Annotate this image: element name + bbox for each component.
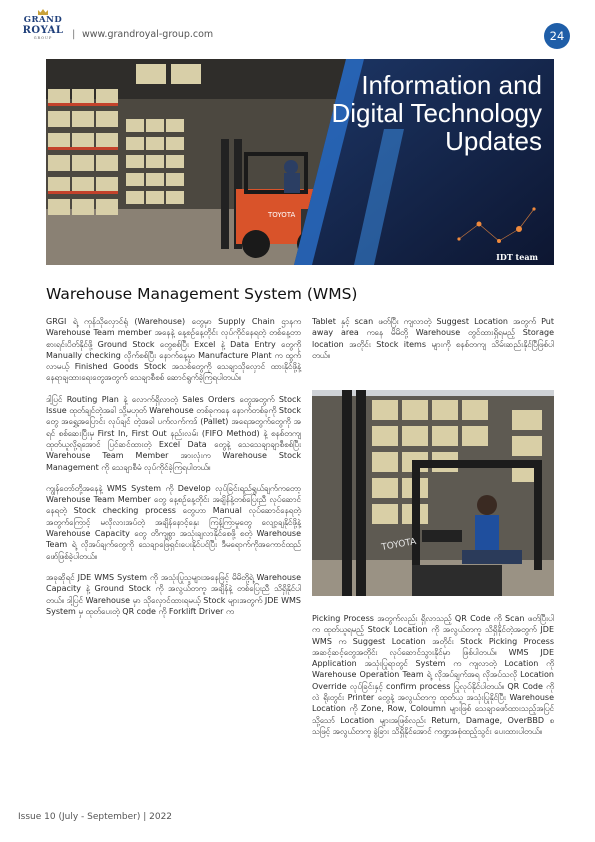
- page-footer: Issue 10 (July - September) | 2022: [18, 812, 173, 822]
- paragraph: ဒါ့ပြင် Routing Plan နဲ့ လောက်ရှိလာတဲ့ Sales Orders တွေအတွက် Stock Issue ထုတ်ချင်တဲ့အခါ သို့မဟုတ် Warehouse တစ်ခုကနေ နောက်တစ်ခုကို Stock တွေ အရွှေ့အပြောင်း လုပ်ချင် တဲ့အခါ ပက်လက်ကဒ် (Pallet) အရေအတွက်တွေကို အရင် စစ်ဆေးပြီးမှ First In, First Out နည်းလမ်း (FIFO Method) နဲ့ စနစ်တကျ ထုတ်ယူလို့ရအောင် ပြင်ဆင်ထားတဲ့ Excel Data တွေနဲ့ သေသေချာချာစီစစ်ပြီး Warehouse Team Member အားလုံးက Warehouse Stock Management ကို သေချာစီမံ လုပ်ကိုင်ခဲ့ကြရပါတယ်။: [46, 394, 301, 472]
- logo-line-3: GROUP: [33, 36, 53, 40]
- company-logo: [22, 16, 64, 41]
- page-number-badge: 24: [544, 23, 570, 49]
- article-column-right-top: [312, 316, 554, 371]
- banner-title: Information and Digital Technology Updates: [331, 70, 542, 156]
- forklift-brand-text: TOYOTA: [380, 537, 418, 553]
- article-column-left: [46, 316, 301, 627]
- article-title: Warehouse Management System (WMS): [46, 285, 358, 303]
- banner-team: IDT team: [496, 252, 538, 262]
- paragraph: GRGI ရဲ့ ကုန်သိုလှောင်ရုံ (Warehouse) တွေမှာ Supply Chain ဌာနက Warehouse Team member အနေနဲ့ နေ့စဉ်နေ့တိုင်း လုပ်ကိုင်နေရတဲ့ တစ်နေ့တာ စားရင်းပိတ်နိုင်ဖို့ Ground Stock တွေစစ်ပြီး Excel နဲ့ Data Entry တွေကို Manually checking လိုက်စစ်ပြီး နောက်နေ့မှာ Manufacture Plant က ထွက်လာမယ့် Finished Goods Stock အသစ်တွေကို သေချာသိုလှောင် ထားနိုင်ဖို့နဲ့ နေရာချထားရေးတွေအတွက် သေချာစီစစ် ဆောင်ရွက်ခဲ့ကြရပါတယ်။: [46, 317, 301, 383]
- website-link[interactable]: www.grandroyal-group.com: [82, 29, 214, 40]
- paragraph: ကျွန်တော်တို့အနေနဲ့ WMS System ကို Develop လုပ်ခြင်းရည်ရွယ်ချက်ကတော့ Warehouse Team Member တွေ နေ့စဉ်နေ့တိုင်း အချိန်နဲ့တစ်ပြေးညီ လုပ်ဆောင်နေရတဲ့ Stock checking process တွေဟာ Manual လုပ်ဆောင်နေရတဲ့ အတွက်ကြောင့် မလိုလားအပ်တဲ့ အချိန်နောင့်နှေး ကြန့်ကြာမှုတွေ လျော့ချနိုင်ဖို့နဲ့ Warehouse Capacity တွေ တိကျစွာ အသုံးချလာနိုင်စေဖို့ စတဲ့ Warehouse Team ရဲ့ လိုအပ်ချက်တွေကို သေချာဖြေရှင်းပေးနိုင်ပင်ပြီး ဒီမရောက်ကိုအကောင်ထည် ဖော်ဖြစ်ခဲ့ပါတယ်။: [46, 483, 301, 561]
- banner: [46, 59, 554, 265]
- forklift-brand-text: TOYOTA: [268, 211, 296, 219]
- paragraph: အခုဆိုရင် JDE WMS System ကို အသုံးပြုသူများအနေဖြင့် မိမိတို့ရဲ့ Warehouse Capacity နဲ့ Ground Stock ကို အလွယ်တကူ အချိန်နဲ့ တစ်ပြေးညီ သိရှိနိုင်ပါတယ်။ ဒါ့ပြင် Warehouse မှာ သိုလှောင်ထားရမယ့် Stock များအတွက် JDE WMS System မှ ထုတ်ပေးတဲ့ QR code ကို Forklift Driver က: [46, 572, 301, 616]
- paragraph: Picking Process အတွက်လည်း ရှိလာသည့် QR Code ကို Scan ဖတ်ပြီးပါက ထုတ်ယူရမည့် Stock Location ကို အလွယ်တကူ သိရှိနိုင်တဲ့အတွက် JDE WMS က Suggest Location အတိုင်း Stock Picking Process အဆင့်ဆင့်တွေအတိုင်း လုပ်ဆောင်သွားနိုင်မှာ ဖြစ်ပါတယ်။ WMS JDE Application အသုံးပြုရာတွင် System က ကျလာတဲ့ Location ကို Warehouse Operation Team ရဲ့ လိုအပ်ချက်အရ လိုအပ်သလို Location Override လုပ်ခြင်းနှင့် confirm process ပြုလုပ်နိုင်ပါတယ်။ QR Code ကိုလဲ ရိုးတွင်း Printer တွေနဲ့ အလွယ်တကူ ထုတ်ယူ အသုံးပြုနိုင်ပြီး Warehouse Location ကို Zone, Row, Coloumn များဖြစ် သေချာဖော်ထားသည့်အပြင် သို့သော် Location များအဖြစ်လည်း Return, Damage, OverBBD စသဖြင့် အလွယ်တကူ ခွဲခြား သိရှိနိုင်အောင် ကဏ္ဍအစုံထည့်သွင်း ပေးထားပါတယ်။: [312, 614, 554, 736]
- paragraph: Tablet နှင့် scan ဖတ်ပြီး ကျလာတဲ့ Suggest Location အတွက် Put away area ကနေ မိမိတို့ Warehouse တွင်ထားရှိရမည့် Storage location အတိုင်း Stock items များကို စနစ်တကျ သိမ်းဆည်းနိုင်ပြီဖြစ်ပါတယ်။: [312, 317, 554, 360]
- page-header: [0, 0, 595, 58]
- logo-line-1: GRAND: [23, 15, 63, 25]
- header-separator: |: [72, 29, 76, 40]
- forklift-driver-photo: [312, 390, 554, 596]
- article-column-right-bottom: [312, 613, 554, 747]
- logo-line-2: ROYAL: [22, 25, 64, 36]
